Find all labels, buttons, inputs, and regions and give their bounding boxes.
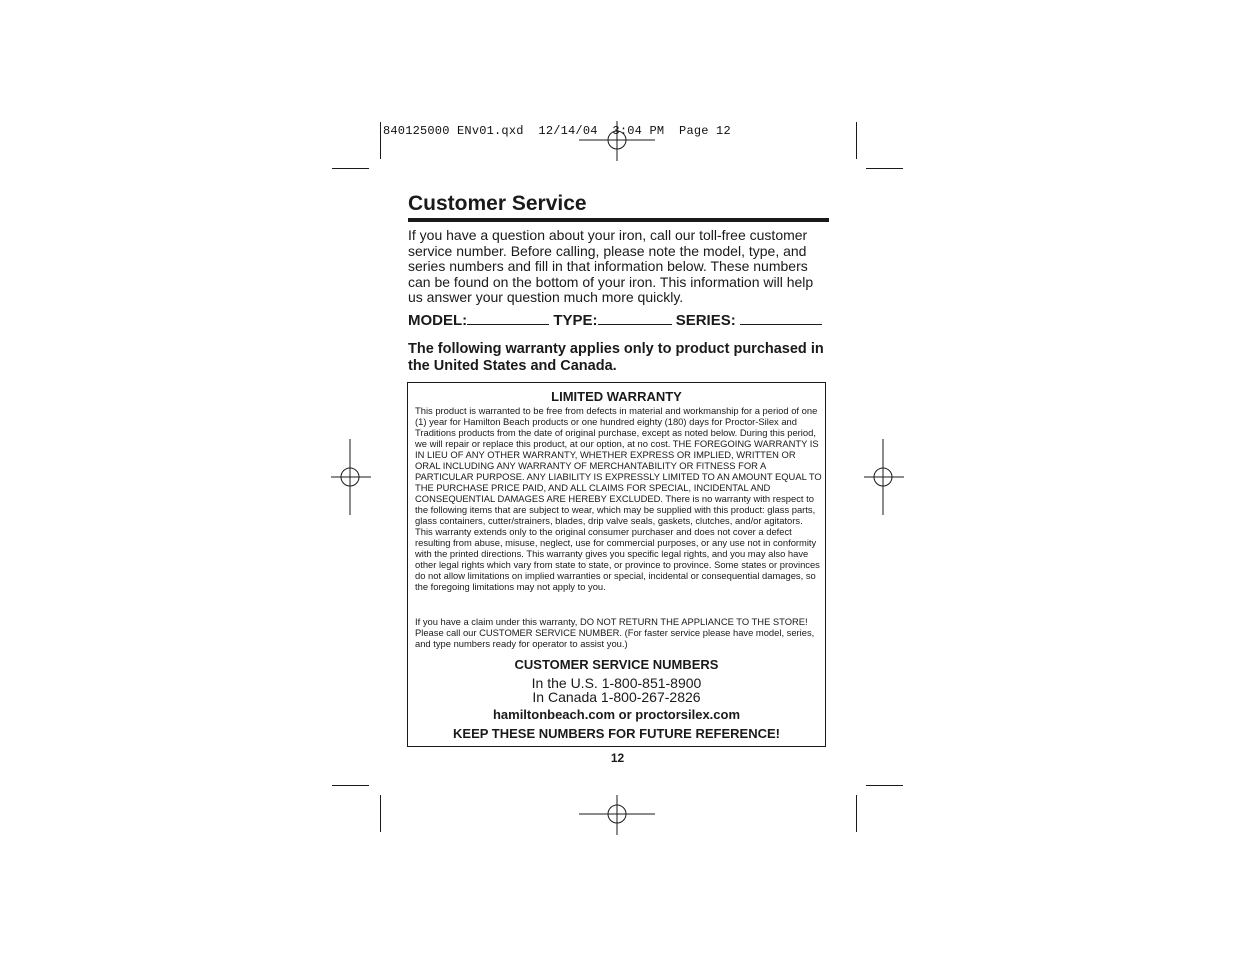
registration-mark-bottom bbox=[579, 795, 655, 835]
warranty-box bbox=[407, 382, 826, 747]
type-label: TYPE: bbox=[553, 312, 598, 329]
model-blank bbox=[467, 312, 549, 325]
crop-mark-top-left-horizontal bbox=[332, 168, 369, 169]
crop-mark-top-right-horizontal bbox=[866, 168, 903, 169]
model-label: MODEL: bbox=[408, 312, 468, 329]
phone-us: In the U.S. 1-800-851-8900 bbox=[531, 675, 702, 691]
crop-mark-bottom-left-horizontal bbox=[332, 785, 369, 786]
intro-paragraph: If you have a question about your iron, call our toll-free customer service number. Before calling, please note the model, type, and series numbers and fill in that information below. These numbers can be found on the bottom of your iron. This information will help us answer your question much more quickly. bbox=[408, 227, 814, 306]
crop-mark-top-left-vertical bbox=[380, 122, 381, 159]
print-slug: 840125000 ENv01.qxd 12/14/04 3:04 PM Page 12 bbox=[383, 124, 731, 138]
warranty-body: This product is warranted to be free from defects in material and workmanship for a period of one (1) year for Hamilton Beach products or one hundred eighty (180) days for Proctor-Silex and Traditions products from the date of original purchase, except as noted below. During this period, we will repair or replace this product, at our option, at no cost. THE FOREGOING WARRANTY IS IN LIEU OF ANY OTHER WARRANTY, WHETHER EXPRESS OR IMPLIED, WRITTEN OR ORAL INCLUDING ANY WARRANTY OF MERCHANTABILITY OR FITNESS FOR A PARTICULAR PURPOSE. ANY LIABILITY IS EXPRESSLY LIMITED TO AN AMOUNT EQUAL TO THE PURCHASE PRICE PAID, AND ALL CLAIMS FOR SPECIAL, INCIDENTAL AND CONSEQUENTIAL DAMAGES ARE HEREBY EXCLUDED. There is no warranty with respect to the following items that are subject to wear, which may be supplied with this product: glass parts, glass containers, cutter/strainers, blades, drip valve seals, gaskets, clutches, and/or agitators. This warranty extends only to the original consumer purchaser and does not cover a defect resulting from abuse, misuse, neglect, use for commercial purposes, or any use not in conformity with the printed directions. This warranty gives you specific legal rights, and you may also have other legal rights which vary from state to state, or province to province. Some states or provinces do not allow limitations on implied warranties or special, incidental or consequential damages, so the foregoing limitations may not apply to you. bbox=[415, 405, 822, 592]
crop-mark-bottom-right-horizontal bbox=[866, 785, 903, 786]
series-blank bbox=[740, 312, 822, 325]
registration-mark-right bbox=[864, 439, 904, 515]
warranty-applicability: The following warranty applies only to product purchased in the United States and Canada. bbox=[408, 341, 824, 374]
registration-mark-left bbox=[331, 439, 371, 515]
title-rule bbox=[408, 218, 829, 222]
crop-mark-bottom-left-vertical bbox=[380, 795, 381, 832]
series-label: SERIES: bbox=[675, 312, 736, 329]
page-title: Customer Service bbox=[408, 192, 587, 215]
phone-canada: In Canada 1-800-267-2826 bbox=[532, 689, 701, 705]
keep-numbers-note: KEEP THESE NUMBERS FOR FUTURE REFERENCE! bbox=[453, 726, 780, 741]
customer-service-numbers-heading: CUSTOMER SERVICE NUMBERS bbox=[514, 657, 719, 672]
type-blank bbox=[598, 312, 672, 325]
page-number: 12 bbox=[610, 751, 625, 765]
websites: hamiltonbeach.com or proctorsilex.com bbox=[492, 707, 741, 722]
crop-mark-top-right-vertical bbox=[856, 122, 857, 159]
crop-mark-bottom-right-vertical bbox=[856, 795, 857, 832]
product-id-fields bbox=[408, 312, 833, 329]
warranty-claim: If you have a claim under this warranty, DO NOT RETURN THE APPLIANCE TO THE STORE! Please call our CUSTOMER SERVICE NUMBER. (For faster service please have model, series, and type numbers ready for operator to assist you.) bbox=[415, 616, 815, 649]
warranty-heading: LIMITED WARRANTY bbox=[551, 389, 682, 404]
